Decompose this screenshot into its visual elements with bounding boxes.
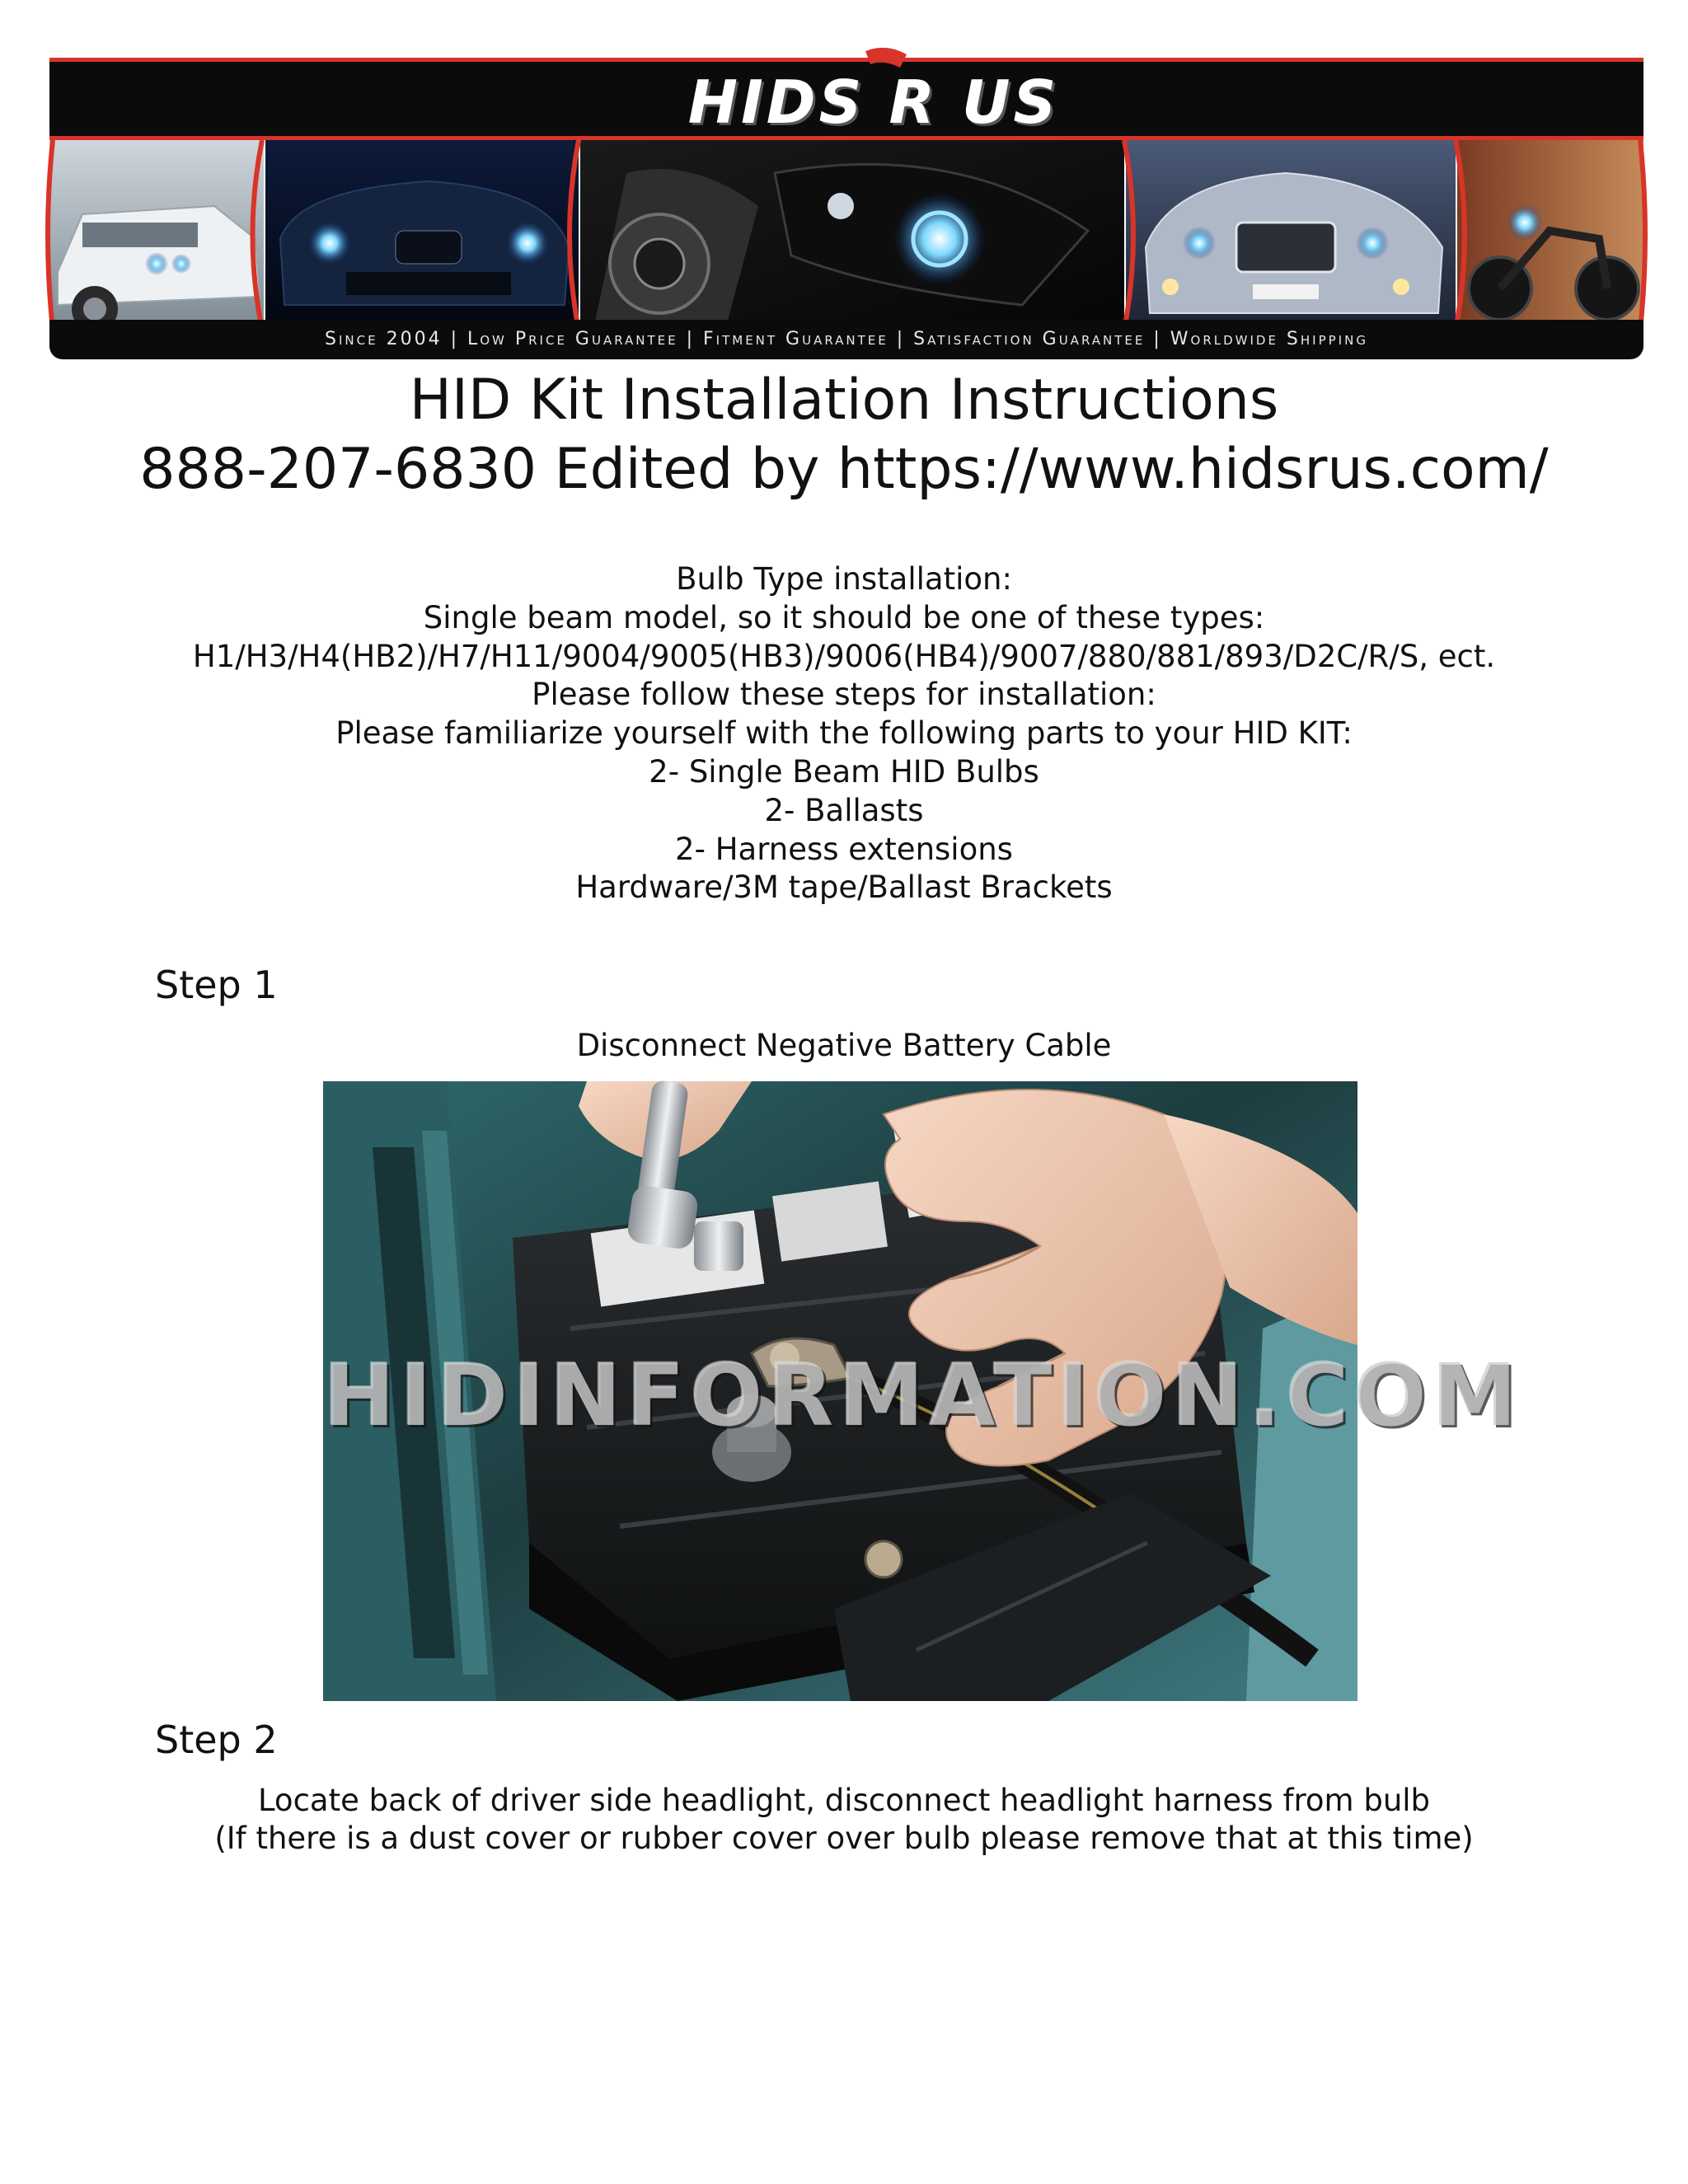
parts-list-item: 2- Single Beam HID Bulbs [649,753,1039,790]
page-title: HID Kit Installation Instructions [409,368,1279,433]
header-banner [49,21,1643,359]
step-2-heading: Step 2 [155,1718,278,1762]
step-2-instructions [0,1782,1688,1858]
step-2-instruction-line: (If there is a dust cover or rubber cover over bulb please remove that at this time) [214,1821,1474,1856]
parts-list-item: 2- Harness extensions [675,831,1013,867]
logo-text: HIDS R US [687,68,1060,137]
step-1-battery-photo [323,1081,1522,1701]
photo-watermark: HIDINFORMATION.COM [323,1345,1522,1446]
banner-photo-strip [49,140,1643,343]
banner-tagline: Since 2004 | Low Price Guarantee | Fitment Guarantee | Satisfaction Guarantee | Worldwide Shipping [325,329,1368,349]
banner-car-photos [49,140,1643,343]
parts-list-item: Hardware/3M tape/Ballast Brackets [575,869,1113,906]
parts-list-item: 2- Ballasts [764,792,924,828]
intro-section [0,560,1688,907]
step-1-instructions [0,1027,1688,1065]
intro-line: H1/H3/H4(HB2)/H7/H11/9004/9005(HB3)/9006(HB4)/9007/880/881/893/D2C/R/S, ect. [192,638,1496,674]
page-subtitle: 888-207-6830 Edited by https://www.hidsrus.com/ [139,437,1549,502]
intro-line: Please follow these steps for installation: [532,677,1156,713]
intro-line: Please familiarize yourself with the following parts to your HID KIT: [335,715,1353,752]
step-1-heading: Step 1 [155,963,278,1007]
step-1-instruction-line: Disconnect Negative Battery Cable [576,1028,1112,1063]
hidsrus-logo [659,43,1088,142]
intro-line: Single beam model, so it should be one of these types: [423,599,1265,635]
intro-line: Bulb Type installation: [676,561,1012,597]
step-2-instruction-line: Locate back of driver side headlight, disconnect headlight harness from bulb [257,1783,1431,1818]
banner-bottom-bar [49,320,1643,359]
